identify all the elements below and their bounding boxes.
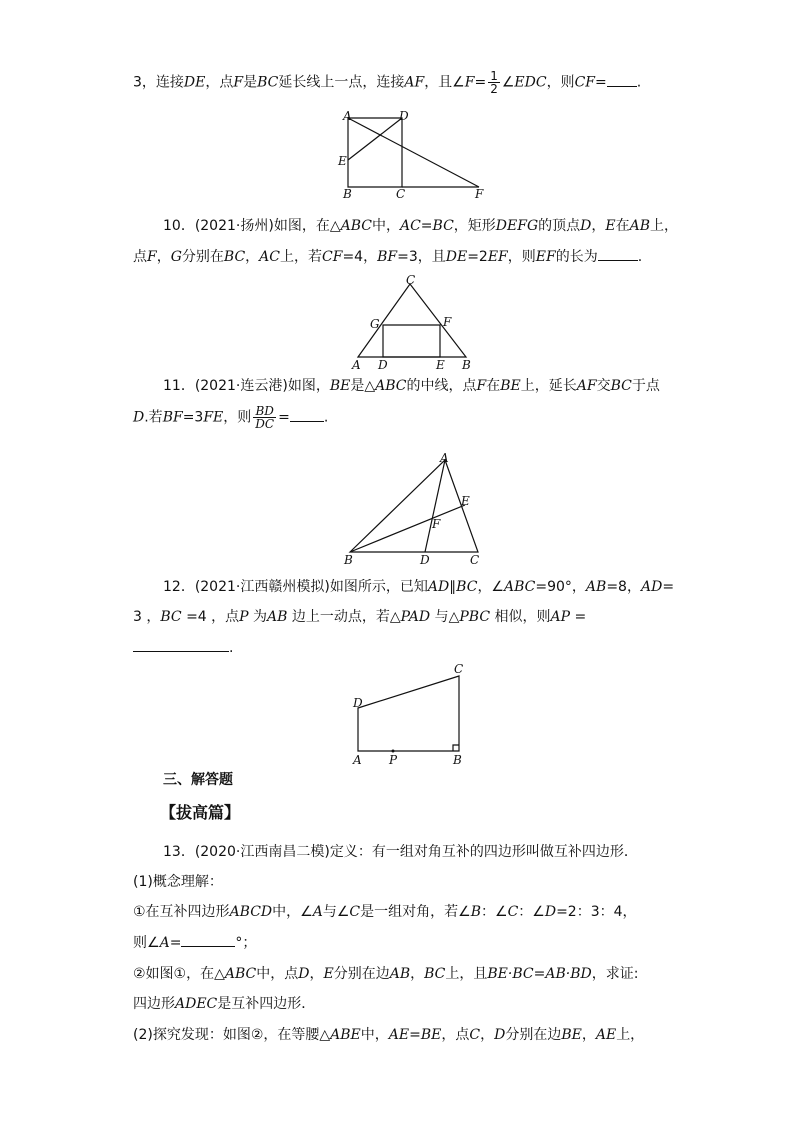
text: .: [323, 409, 329, 426]
math-var: D: [133, 409, 145, 426]
text: =: [533, 966, 546, 982]
q13-line-4: [133, 932, 256, 953]
rectangle-abcd: [348, 118, 402, 187]
label-d: D: [353, 696, 363, 710]
text: =: [409, 1027, 421, 1043]
math-var: AP: [550, 609, 571, 625]
text: 中，: [360, 1027, 389, 1043]
text: (2)探究发现：如图②，在等腰△: [133, 1027, 331, 1043]
text: 3，连接: [133, 74, 184, 91]
fraction-numerator: BD: [253, 405, 276, 418]
answer-blank[interactable]: [598, 246, 638, 261]
segment-af: [348, 118, 479, 187]
label-e: E: [338, 154, 347, 168]
math-var: C: [349, 904, 361, 920]
text: =: [169, 935, 182, 951]
text: 上，: [616, 1027, 645, 1043]
text: 10．(2021·扬州)如图，在△: [163, 218, 341, 234]
math-var: AB·BD: [545, 966, 592, 982]
text: ，: [156, 249, 171, 265]
label-a: A: [440, 451, 449, 465]
text: 点: [133, 249, 147, 265]
text: 四边形: [133, 996, 175, 1012]
math-var: D: [494, 1027, 506, 1043]
text: 是互补四边形．: [217, 996, 316, 1012]
q12-line-2: [133, 607, 586, 627]
label-a: A: [352, 358, 361, 372]
math-var: BE: [420, 1027, 442, 1043]
math-var: BC: [223, 249, 246, 265]
text: ，: [591, 218, 606, 234]
math-var: ABC: [224, 966, 257, 982]
math-var: AB: [585, 579, 607, 595]
text: =8，: [606, 579, 641, 595]
answer-blank[interactable]: [181, 932, 235, 947]
math-var: ABCD: [229, 904, 273, 920]
q13-line-7: [133, 1025, 644, 1045]
q11-line-1: [163, 376, 660, 396]
label-a: A: [353, 753, 362, 767]
answer-blank[interactable]: [290, 407, 324, 422]
text: ：∠: [481, 904, 508, 920]
text: ，: [309, 966, 324, 982]
section-heading: 三、解答题: [163, 772, 233, 788]
text: =: [595, 74, 607, 91]
text: .: [636, 74, 642, 91]
rectangle-defg: [383, 325, 440, 357]
math-var: AD: [640, 579, 663, 595]
label-b: B: [343, 187, 352, 200]
text: =2：3：4，: [556, 904, 637, 920]
text: ，则: [507, 249, 536, 265]
segment-be: [350, 505, 465, 552]
text: 交: [596, 378, 611, 394]
text: 中，∠: [272, 904, 313, 920]
text: 则∠: [133, 935, 160, 951]
label-d: D: [420, 553, 430, 567]
math-var: AF: [404, 74, 425, 91]
math-var: BF: [162, 409, 183, 426]
math-var: CF: [322, 249, 343, 265]
math-var: BC: [424, 966, 446, 982]
figure-q11: [340, 450, 490, 568]
text: 于点: [631, 378, 660, 394]
text: .: [229, 640, 234, 656]
math-var: F: [147, 249, 157, 265]
fraction-denominator: DC: [255, 417, 275, 431]
math-var: B: [470, 904, 481, 920]
math-var: EF: [535, 249, 556, 265]
label-e: E: [461, 494, 470, 508]
label-f: F: [443, 315, 452, 329]
q10-line-1: [163, 216, 678, 236]
text: 在: [615, 218, 630, 234]
right-angle-mark: [453, 745, 459, 751]
text: ，: [245, 249, 260, 265]
text: ，且∠: [424, 74, 465, 91]
text: ，矩形: [453, 218, 496, 234]
math-var: BC: [257, 74, 279, 91]
text: 的中线，点: [406, 378, 477, 394]
text: =90°，: [535, 579, 586, 595]
math-var: CF: [574, 74, 595, 91]
text: 延长线上一点，连接: [278, 74, 405, 91]
math-var: ABE: [330, 1027, 361, 1043]
text: =3: [182, 409, 204, 426]
q10-line-2: [133, 246, 642, 267]
math-var: PBC: [459, 609, 491, 625]
text: 上，延长: [520, 378, 577, 394]
text: 中，: [371, 218, 400, 234]
math-var: AE: [595, 1027, 617, 1043]
label-b: B: [344, 553, 353, 567]
text: ，: [410, 966, 425, 982]
text: =3，且: [397, 249, 446, 265]
label-b: B: [453, 753, 462, 767]
trapezoid-abcd: [358, 676, 459, 751]
text: =: [662, 579, 675, 595]
math-var: AD: [427, 579, 450, 595]
fraction: [488, 70, 500, 95]
text: °；: [235, 935, 257, 951]
text: 12．(2021·江西赣州模拟)如图所示，已知: [163, 579, 428, 595]
math-var: P: [239, 609, 249, 625]
math-var: F: [476, 378, 487, 394]
math-var: PAD: [400, 609, 431, 625]
figure-q9: [335, 108, 495, 200]
answer-blank[interactable]: [607, 72, 637, 87]
math-var: F: [233, 74, 244, 91]
text: 中，点: [256, 966, 299, 982]
math-var: C: [507, 904, 519, 920]
fraction-numerator: 1: [490, 69, 498, 83]
label-a: A: [343, 109, 352, 123]
label-b: B: [462, 358, 471, 372]
math-var: ABC: [504, 579, 536, 595]
label-c: C: [454, 662, 464, 676]
text: 相似，则: [490, 609, 551, 625]
text: ，点: [205, 74, 234, 91]
text: ，则: [546, 74, 575, 91]
q12-line-1: [163, 577, 674, 597]
math-var: EF: [487, 249, 508, 265]
math-var: ABC: [340, 218, 372, 234]
label-c: C: [406, 273, 416, 287]
text: ，∠: [477, 579, 504, 595]
math-var: BC: [432, 218, 454, 234]
label-d: D: [378, 358, 388, 372]
text: ∠: [501, 74, 515, 91]
math-var: AF: [576, 378, 597, 394]
math-var: ABC: [375, 378, 407, 394]
triangle-abc: [350, 460, 478, 552]
label-f: F: [475, 187, 484, 200]
text: 分别在边: [333, 966, 390, 982]
math-var: D: [544, 904, 557, 920]
label-c: C: [470, 553, 480, 567]
q13-line-5: [133, 964, 638, 984]
math-var: E: [323, 966, 334, 982]
math-var: A: [159, 935, 170, 951]
text: =4，: [342, 249, 378, 265]
text: .若: [144, 409, 163, 426]
math-var: DE: [183, 74, 206, 91]
q9-line: [133, 70, 641, 95]
math-var: BF: [377, 249, 398, 265]
segment-ad: [425, 460, 445, 552]
text: 是: [243, 74, 258, 91]
text: 分别在: [181, 249, 224, 265]
text: 是△: [350, 378, 376, 394]
text: 与∠: [322, 904, 350, 920]
text: .: [637, 249, 643, 265]
sub-heading: 【拔高篇】: [160, 803, 241, 822]
math-var: AC: [259, 249, 280, 265]
text: 的长为: [555, 249, 598, 265]
text: =4 ，点: [181, 609, 240, 625]
text: 在: [486, 378, 501, 394]
text: 上，且: [445, 966, 488, 982]
math-var: FE: [203, 409, 224, 426]
label-g: G: [370, 317, 380, 331]
math-var: BC: [610, 378, 632, 394]
segment-ed: [348, 118, 402, 160]
text: 上，: [650, 218, 679, 234]
math-var: D: [580, 218, 592, 234]
text: ，求证:: [591, 966, 639, 982]
text: =: [420, 218, 433, 234]
text: ，则: [223, 409, 252, 426]
text: 是一组对角，若∠: [360, 904, 471, 920]
text: 11．(2021·连云港)如图，: [163, 378, 330, 394]
q12-line-3: [133, 637, 233, 658]
math-var: AC: [399, 218, 421, 234]
math-var: DE: [445, 249, 468, 265]
text: ①在互补四边形: [133, 904, 230, 920]
label-p: P: [389, 753, 398, 767]
text: ②如图①，在△: [133, 966, 225, 982]
text: 分别在边: [505, 1027, 562, 1043]
text: ，: [480, 1027, 495, 1043]
q13-intro: 13．(2020·江西南昌二模)定义：有一组对角互补的四边形叫做互补四边形．: [163, 844, 638, 860]
math-var: G: [170, 249, 182, 265]
text: 为: [248, 609, 268, 625]
text: ，: [581, 1027, 596, 1043]
math-var: C: [469, 1027, 481, 1043]
figure-q10: [348, 272, 478, 372]
math-var: BC: [456, 579, 478, 595]
q11-line-2: [133, 405, 328, 430]
text: 与△: [430, 609, 460, 625]
math-var: BE: [561, 1027, 582, 1043]
math-var: AB: [267, 609, 288, 625]
answer-blank[interactable]: [133, 637, 229, 652]
label-c: C: [396, 187, 406, 200]
q13-part1: (1)概念理解：: [133, 874, 223, 890]
text: 3 ，: [133, 609, 161, 625]
text: 的顶点: [538, 218, 581, 234]
math-var: AB: [389, 966, 411, 982]
figure-q12: [348, 660, 473, 772]
label-f: F: [432, 517, 441, 531]
text: =2: [467, 249, 488, 265]
label-e: E: [436, 358, 445, 372]
math-var: BC: [160, 609, 182, 625]
math-var: BE: [500, 378, 521, 394]
text: 上，若: [280, 249, 322, 265]
text: 边上一动点，若△: [287, 609, 401, 625]
math-var: D: [298, 966, 310, 982]
text: ∥: [449, 579, 457, 595]
text: ：∠: [518, 904, 545, 920]
text: ，点: [441, 1027, 470, 1043]
text: =: [278, 409, 290, 426]
math-var: A: [312, 904, 323, 920]
fraction-denominator: 2: [490, 82, 498, 96]
math-var: BE·BC: [487, 966, 534, 982]
q13-line-3: [133, 902, 637, 922]
label-d: D: [399, 109, 409, 123]
math-var: DEFG: [495, 218, 539, 234]
fraction: [253, 405, 276, 430]
math-var: E: [605, 218, 616, 234]
math-var: AE: [388, 1027, 410, 1043]
math-var: AB: [629, 218, 651, 234]
math-var: BE: [329, 378, 351, 394]
math-var: EDC: [514, 74, 547, 91]
text: =: [474, 74, 487, 91]
math-var: F: [464, 74, 475, 91]
math-var: ADEC: [175, 996, 218, 1012]
text: =: [570, 609, 587, 625]
q13-line-6: [133, 994, 315, 1014]
